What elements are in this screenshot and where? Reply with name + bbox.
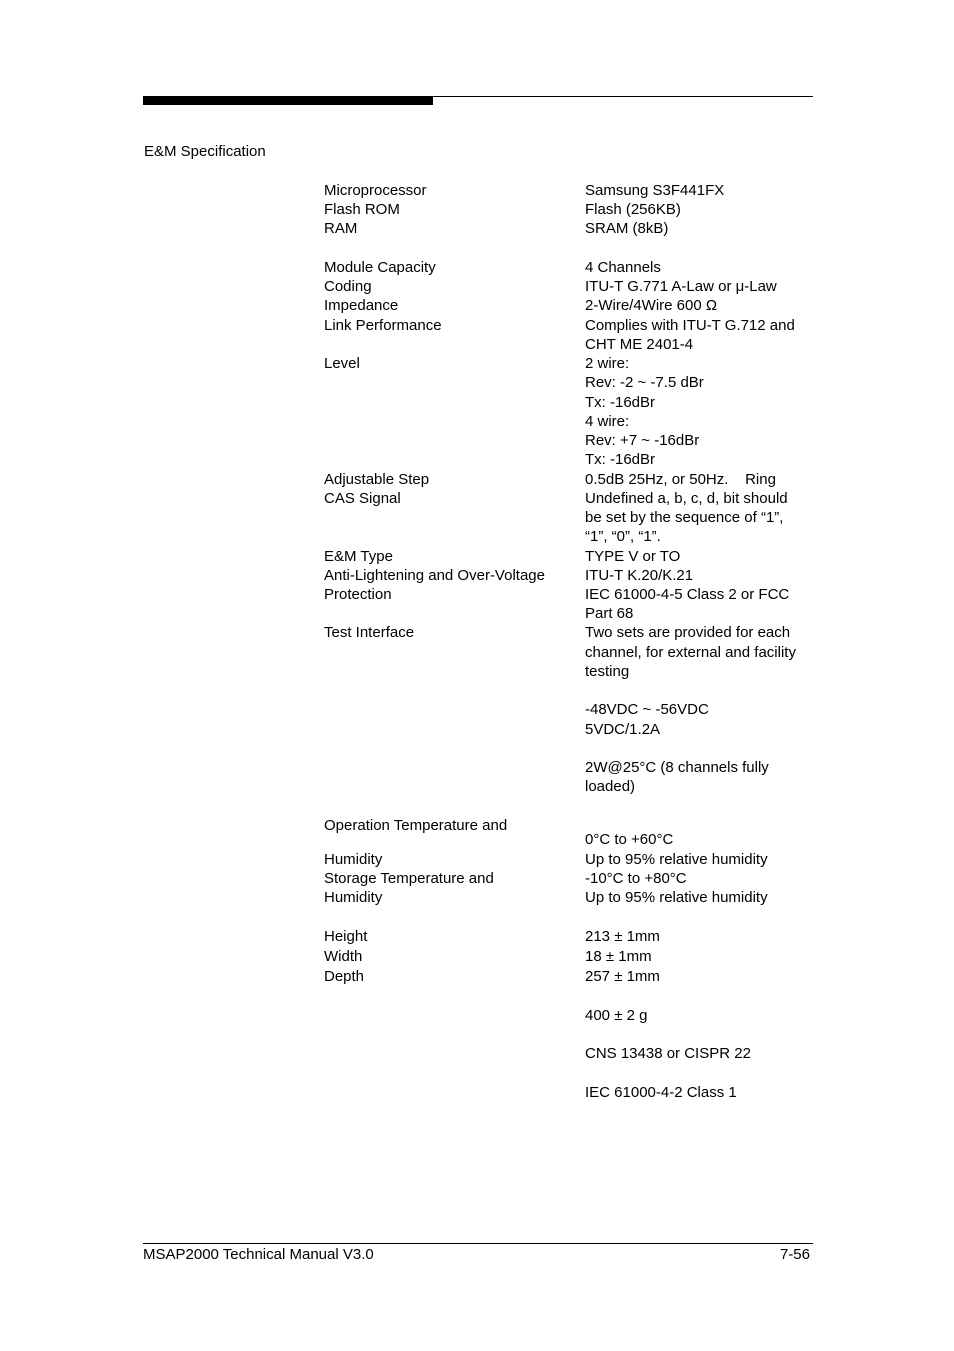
page-number: 7-56	[779, 1246, 810, 1263]
spec-value: loaded)	[585, 778, 636, 795]
spec-label: Depth	[324, 968, 365, 985]
spec-value: channel, for external and facility	[585, 644, 796, 661]
spec-label: Operation Temperature and	[324, 817, 508, 834]
spec-value: be set by the sequence of “1”,	[585, 509, 784, 526]
spec-value: Samsung S3F441FX	[585, 182, 725, 199]
spec-value: Rev: -2 ~ -7.5 dBr	[585, 374, 704, 391]
spec-value: 4 wire:	[585, 413, 630, 430]
spec-value: SRAM (8kB)	[585, 220, 669, 237]
spec-value: Up to 95% relative humidity	[585, 889, 768, 906]
spec-value: 0.5dB 25Hz, or 50Hz. Ring	[585, 471, 776, 488]
spec-label: Microprocessor	[324, 182, 427, 199]
spec-value: 2-Wire/4Wire 600 Ω	[585, 297, 718, 314]
spec-value: Flash (256KB)	[585, 201, 681, 218]
section-title: E&M Specification	[144, 143, 266, 160]
spec-label: E&M Type	[324, 548, 393, 565]
spec-label: Link Performance	[324, 317, 442, 334]
spec-value: 400 ± 2 g	[585, 1007, 648, 1024]
spec-value: Complies with ITU-T G.712 and	[585, 317, 795, 334]
spec-value: -10°C to +80°C	[585, 870, 687, 887]
spec-label: Anti-Lightening and Over-Voltage	[324, 567, 545, 584]
spec-value: ITU-T G.771 A-Law or μ-Law	[585, 278, 777, 295]
spec-value: Part 68	[585, 605, 634, 622]
spec-value: Up to 95% relative humidity	[585, 851, 768, 868]
spec-value: IEC 61000-4-2 Class 1	[585, 1084, 737, 1101]
spec-value: CHT ME 2401-4	[585, 336, 694, 353]
spec-label: Protection	[324, 586, 392, 603]
spec-value: 2 wire:	[585, 355, 630, 372]
spec-value: CNS 13438 or CISPR 22	[585, 1045, 751, 1062]
spec-value: Rev: +7 ~ -16dBr	[585, 432, 700, 449]
spec-label: Impedance	[324, 297, 399, 314]
spec-label: Level	[324, 355, 360, 372]
spec-label: Module Capacity	[324, 259, 436, 276]
spec-value: 18 ± 1mm	[585, 948, 652, 965]
spec-value: -48VDC ~ -56VDC	[585, 701, 709, 718]
spec-label: Adjustable Step	[324, 471, 430, 488]
spec-value: 4 Channels	[585, 259, 661, 276]
spec-label: Test Interface	[324, 624, 415, 641]
spec-value: IEC 61000-4-5 Class 2 or FCC	[585, 586, 790, 603]
spec-value: Two sets are provided for each	[585, 624, 791, 641]
spec-value: Undefined a, b, c, d, bit should	[585, 490, 788, 507]
spec-value: 0°C to +60°C	[585, 831, 674, 848]
spec-label: Humidity	[324, 889, 383, 906]
spec-label: Height	[324, 928, 368, 945]
spec-value: “1”, “0”, “1”.	[585, 528, 661, 545]
spec-value: 213 ± 1mm	[585, 928, 660, 945]
spec-value: Tx: -16dBr	[585, 394, 656, 411]
spec-value: 2W@25°C (8 channels fully	[585, 759, 769, 776]
spec-label: Storage Temperature and	[324, 870, 494, 887]
spec-value: 5VDC/1.2A	[585, 721, 661, 738]
header-rule-thick	[143, 96, 433, 105]
spec-value: 257 ± 1mm	[585, 968, 660, 985]
spec-label: CAS Signal	[324, 490, 401, 507]
footer-title: MSAP2000 Technical Manual V3.0	[143, 1246, 374, 1263]
spec-label: Humidity	[324, 851, 383, 868]
spec-value: ITU-T K.20/K.21	[585, 567, 694, 584]
spec-label: RAM	[324, 220, 358, 237]
footer-rule	[143, 1243, 813, 1244]
spec-label: Coding	[324, 278, 372, 295]
spec-value: TYPE V or TO	[585, 548, 681, 565]
spec-value: Tx: -16dBr	[585, 451, 656, 468]
header-rule-thin	[143, 96, 813, 97]
spec-value: testing	[585, 663, 630, 680]
spec-label: Flash ROM	[324, 201, 400, 218]
spec-label: Width	[324, 948, 363, 965]
